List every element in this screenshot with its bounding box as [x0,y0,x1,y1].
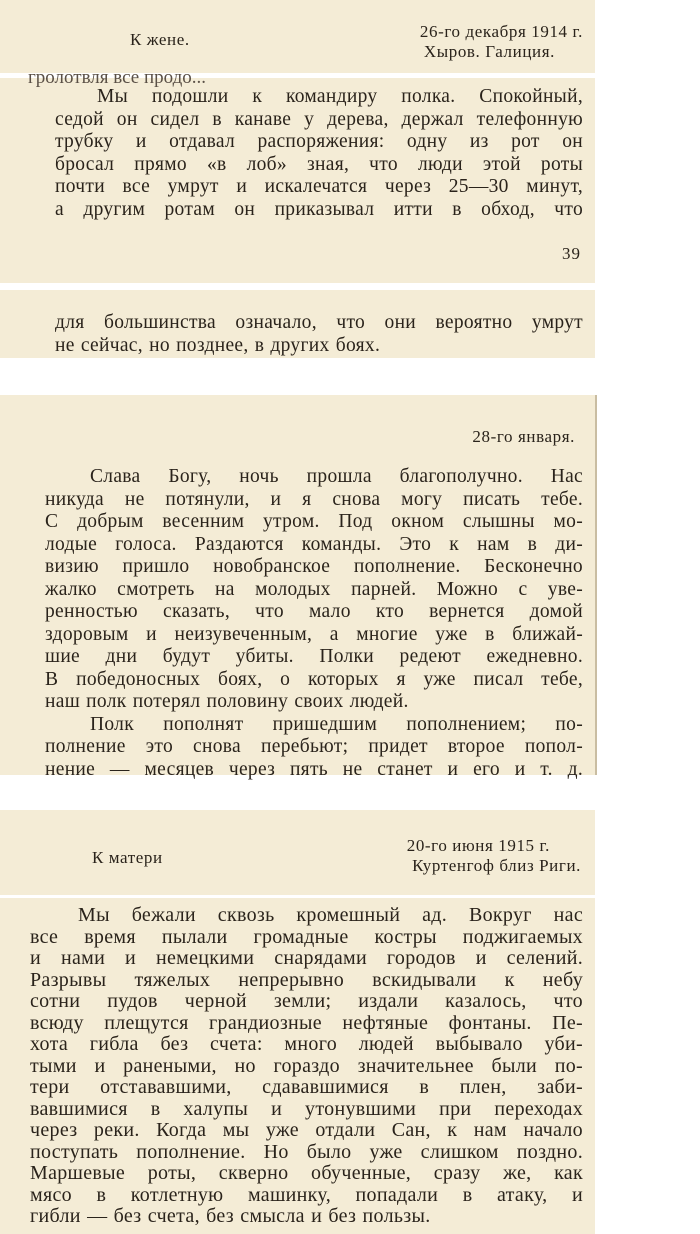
letter-place: Куртенгоф близ Риги. [412,856,581,875]
text-line: все время пылали громадные костры поджигаемых [30,925,583,948]
letter-date: 28-го января. [472,427,575,446]
text-line: жалко смотреть на молодых парней. Можно с уве- [45,578,583,600]
text-line: визию пришло новобранское пополнение. Бесконечно [45,556,583,577]
text-line: седой он сидел в канаве у дерева, держал телефонную [55,108,583,130]
text-line: Полк пополнят пришедшим пополнением; по- [90,713,583,735]
text-line: а другим ротам он приказывал итти в обход, что [55,198,583,220]
text-line: Маршевые роты, скверно обученные, сразу же, как [30,1162,583,1184]
text-line: Мы бежали сквозь кромешный ад. Вокруг нас [78,904,583,926]
text-line: никуда не потянули, и я снова могу писать тебе. [45,488,583,510]
text-line: гибли — без счета, без смысла и без пользы. [30,1205,431,1227]
text-line: С добрым весенним утром. Под окном слышны мо- [45,511,583,532]
text-line: Разрывы тяжелых непрерывно вскидывали к небу [30,968,583,991]
paragraph-continuation [55,312,583,357]
text-line: лодые голоса. Раздаются команды. Это к нам в ди- [45,533,583,555]
text-line: и нами и немецкими снарядами городов и селений. [30,947,583,969]
text-line: ренностью сказать, что мало кто вернется домой [45,601,583,622]
text-line: сотни пудов черной земли; издали казалось, что [30,990,583,1012]
scan-edge [595,395,597,775]
addressee: К жене. [130,30,190,49]
letter-header-wife [0,0,595,73]
cut-off-line: гролотвля все продо... [28,67,207,88]
text-line: тыми и ранеными, но гораздо значительнее были по- [30,1054,583,1077]
text-line: нение — месяцев через пять не станет и его и т. д. [45,758,583,780]
paragraph-morning [45,466,583,781]
letter-january [0,395,595,780]
paragraph-regiment-commander [55,86,583,221]
text-line: почти все умрут и искалечатся через 25—30 минут, [55,176,583,197]
page-fragment-39 [0,67,595,283]
text-line: поступать пополнение. Но было уже слишком поздно. [30,1140,583,1163]
text-line: через реки. Когда мы уже отдали Сан, к нам начало [30,1119,583,1141]
text-line: Слава Богу, ночь прошла благополучно. Нас [90,466,583,487]
text-line: трубку и отдавал распоряжения: одну из рот он [55,131,583,152]
letter-header-mother [0,810,595,895]
text-line: для большинства означало, что они вероятно умрут [55,312,583,333]
letter-date: 20-го июня 1915 г. [406,836,550,855]
text-line: Мы подошли к командиру полка. Спокойный, [97,86,583,107]
paragraph-retreat [30,905,583,1228]
text-line: В победоносных боях, о которых я уже писал тебе, [45,668,583,690]
letter-date: 26-го декабря 1914 г. [419,22,583,41]
letter-mother-body [0,898,595,1234]
text-line: не сейчас, но позднее, в других боях. [55,334,381,356]
addressee: К матери [92,848,163,867]
text-line: бросал прямо «в лоб» зная, что люди этой роты [55,153,583,175]
text-line: всюду плещутся грандиозные нефтяные фонтаны. Пе- [30,1011,583,1034]
letter-place: Хыров. Галиция. [423,42,555,61]
text-line: полнение это снова перебьют; придет второе попол- [45,736,583,757]
text-line: вавшимися в халупы и утонувшими при переходах [30,1097,583,1120]
text-line: здоровым и неизувеченным, а многие уже в ближай- [45,623,583,645]
page-fragment-continuation [0,290,595,358]
page-number: 39 [562,244,581,263]
text-line: тери отстававшими, сдававшимися в плен, заби- [30,1076,583,1098]
text-line: хота гибла без счета: много людей выбывало уби- [30,1033,583,1055]
text-line: шие дни будут убиты. Полки редеют ежедневно. [45,646,583,667]
text-line: наш полк потерял половину своих людей. [45,691,409,712]
text-line: мясо в котлетную машинку, попадали в атаку, и [30,1183,583,1206]
